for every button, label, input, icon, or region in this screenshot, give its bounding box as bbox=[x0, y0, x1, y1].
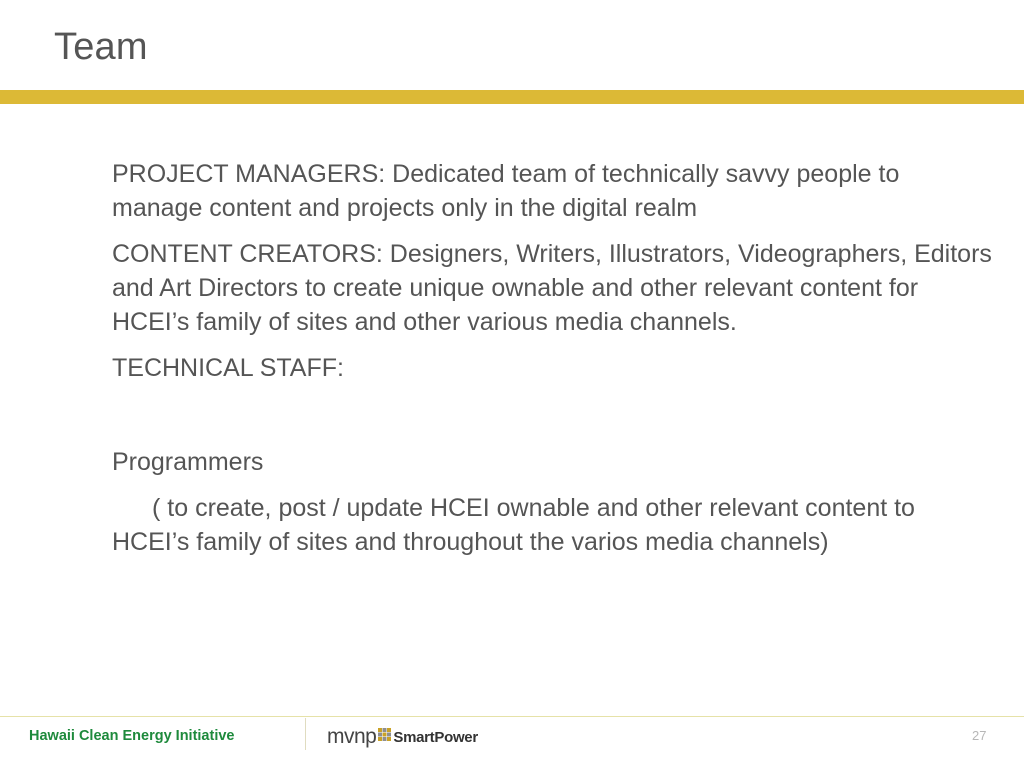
squares-grid-icon bbox=[378, 728, 391, 746]
smartpower-logo-text: SmartPower bbox=[393, 728, 478, 746]
paragraph-technical-staff: TECHNICAL STAFF: bbox=[112, 354, 344, 382]
title-underline-bar bbox=[0, 90, 1024, 104]
paragraph-content-creators: CONTENT CREATORS: Designers, Writers, Illustrators, Videographers, Editors and Art Directors to create unique ownable and other relevant content for HCEI’s family of sites and other various media channels. bbox=[112, 240, 992, 336]
paragraph-programmers: Programmers bbox=[112, 448, 264, 476]
page-number: 27 bbox=[972, 728, 987, 743]
slide-body bbox=[112, 157, 992, 559]
slide-title: Team bbox=[54, 26, 148, 68]
footer-rule bbox=[0, 716, 1024, 717]
paragraph-project-managers: PROJECT MANAGERS: Dedicated team of technically savvy people to manage content and projects only in the digital realm bbox=[112, 160, 900, 222]
mvnp-smartpower-logo bbox=[327, 723, 478, 751]
footer-divider bbox=[305, 718, 306, 750]
mvnp-logo-text: mvnp bbox=[327, 725, 377, 748]
paragraph-programmers-detail: ( to create, post / update HCEI ownable and other relevant content to HCEI’s family of sites and throughout the varios media channels) bbox=[112, 494, 915, 556]
org-name: Hawaii Clean Energy Initiative bbox=[29, 728, 235, 744]
